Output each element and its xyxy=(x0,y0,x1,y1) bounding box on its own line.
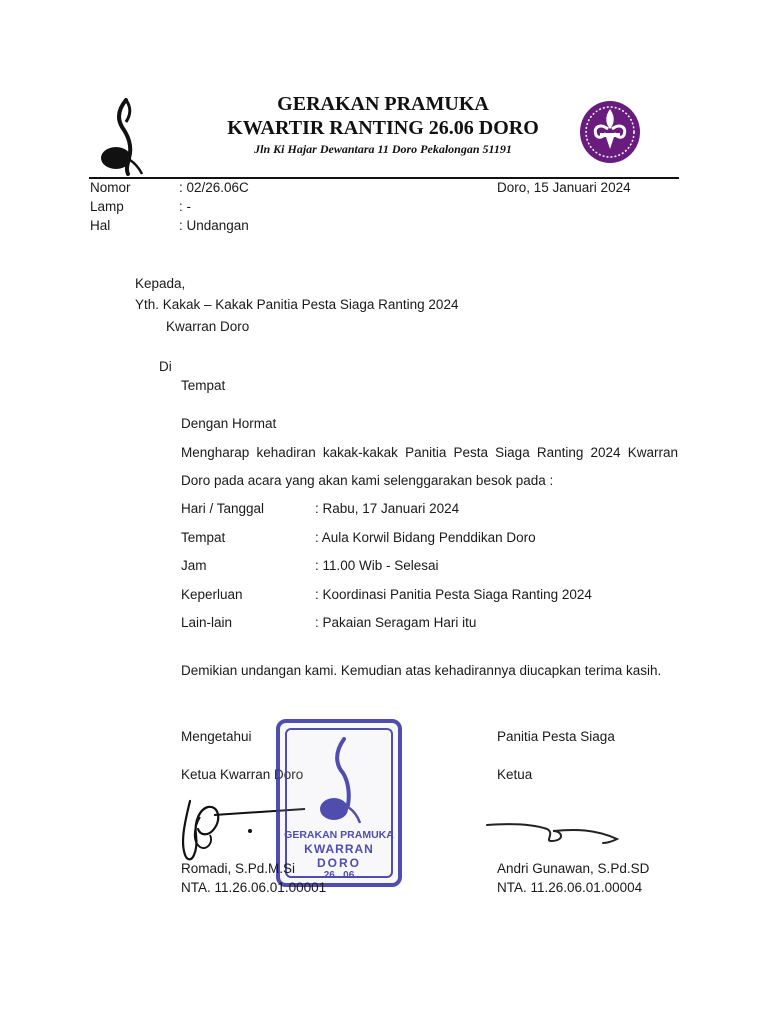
hal-value: : Undangan xyxy=(179,218,249,233)
recipient-kwarran: Kwarran Doro xyxy=(166,319,250,334)
left-sign-caption: Mengetahui xyxy=(181,729,252,744)
detail-value-purpose: : Koordinasi Panitia Pesta Siaga Ranting 2024 xyxy=(315,587,592,602)
closing-sentence: Demikian undangan kami. Kemudian atas kehadirannya diucapkan terima kasih. xyxy=(181,663,662,678)
left-signer-nta: NTA. 11.26.06.01.00001 xyxy=(181,880,327,895)
greeting: Dengan Hormat xyxy=(181,416,277,431)
stamp-tunas-kelapa-icon xyxy=(316,737,364,827)
nomor-label: Nomor xyxy=(90,180,131,195)
left-sign-title: Ketua Kwarran Doro xyxy=(181,767,304,782)
wosm-fleur-de-lis-emblem-icon xyxy=(578,99,642,165)
detail-value-date: : Rabu, 17 Januari 2024 xyxy=(315,501,460,516)
recipient-di: Di xyxy=(159,359,172,374)
right-sign-title: Ketua xyxy=(497,767,533,782)
hal-label: Hal xyxy=(90,218,111,233)
detail-label-place: Tempat xyxy=(181,530,226,545)
detail-label-purpose: Keperluan xyxy=(181,587,243,602)
stamp-line-1: GERAKAN PRAMUKA xyxy=(284,829,394,841)
right-signer-name: Andri Gunawan, S.Pd.SD xyxy=(497,861,650,876)
recipient-tempat: Tempat xyxy=(181,378,226,393)
right-handwritten-signature xyxy=(485,815,625,850)
org-name: GERAKAN PRAMUKA xyxy=(277,93,489,115)
branch-name: KWARTIR RANTING 26.06 DORO xyxy=(227,117,539,139)
paragraph-line-1: Mengharap kehadiran kakak-kakak Panitia Pesta Siaga Ranting 2024 Kwarran xyxy=(181,445,678,460)
header-divider xyxy=(89,177,679,179)
stamp-line-3: DORO xyxy=(317,856,361,870)
recipient-yth: Yth. Kakak – Kakak Panitia Pesta Siaga Ranting 2024 xyxy=(135,297,459,312)
left-signer-name: Romadi, S.Pd.M.Si xyxy=(181,861,296,876)
nomor-value: : 02/26.06C xyxy=(179,180,249,195)
detail-value-other: : Pakaian Seragam Hari itu xyxy=(315,615,477,630)
lamp-value: : - xyxy=(179,199,191,214)
address: Jln Ki Hajar Dewantara 11 Doro Pekalongan 51191 xyxy=(254,142,512,156)
stamp-line-4: 26 . 06 xyxy=(323,870,355,881)
place-date: Doro, 15 Januari 2024 xyxy=(497,180,631,195)
detail-label-other: Lain-lain xyxy=(181,615,233,630)
detail-label-time: Jam xyxy=(181,558,207,573)
recipient-kepada: Kepada, xyxy=(135,276,186,291)
tunas-kelapa-logo-icon xyxy=(96,98,146,176)
detail-value-time: : 11.00 Wib - Selesai xyxy=(315,558,439,573)
detail-label-date: Hari / Tanggal xyxy=(181,501,265,516)
right-signer-nta: NTA. 11.26.06.01.00004 xyxy=(497,880,643,895)
paragraph-line-2: Doro pada acara yang akan kami selenggarakan besok pada : xyxy=(181,473,554,488)
lamp-label: Lamp xyxy=(90,199,124,214)
right-sign-caption: Panitia Pesta Siaga xyxy=(497,729,615,744)
detail-value-place: : Aula Korwil Bidang Penddikan Doro xyxy=(315,530,536,545)
stamp-line-2: KWARRAN xyxy=(304,842,374,856)
